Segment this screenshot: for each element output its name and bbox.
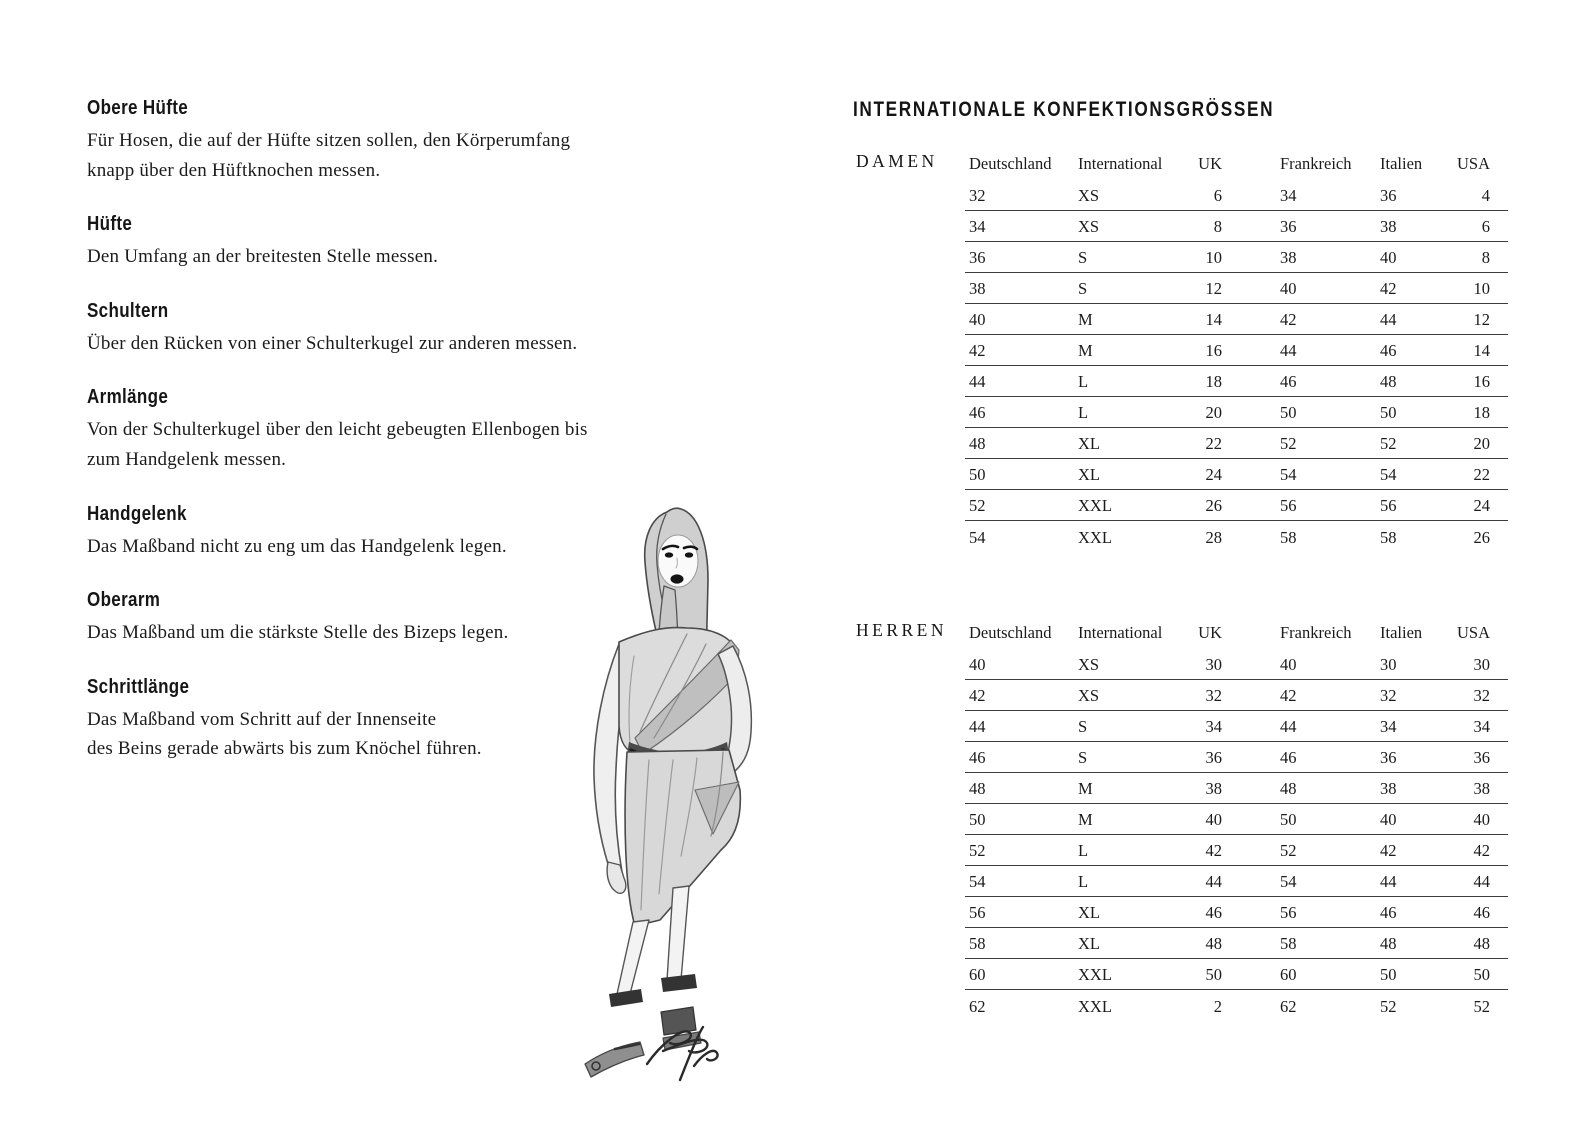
table-cell: 34: [1380, 717, 1397, 736]
table-row: [965, 742, 1508, 773]
table-cell: 6: [1213, 186, 1222, 205]
guide-text-line: knapp über den Hüftknochen messen.: [87, 159, 381, 181]
table-cell: 24: [1473, 496, 1490, 515]
guide-text-line: des Beins gerade abwärts bis zum Knöchel führen.: [87, 738, 482, 760]
table-cell: 42: [1205, 841, 1222, 860]
table-cell: 36: [1205, 748, 1222, 767]
table-cell: 40: [969, 310, 986, 329]
table-cell: 44: [969, 717, 986, 736]
guide-heading-text: Schrittlänge: [87, 675, 190, 698]
table-row: [965, 490, 1508, 521]
fashion-figure-sketch-icon: [563, 494, 781, 1089]
table-row: [965, 366, 1508, 397]
table-cell: 48: [1205, 934, 1222, 953]
table-cell: 44: [1473, 872, 1490, 891]
table-cell: 56: [1280, 496, 1297, 515]
guide-heading: [87, 299, 647, 323]
table-row: [965, 335, 1508, 366]
guide-section-0: [87, 96, 647, 185]
table-row: [965, 273, 1508, 304]
table-cell: 6: [1481, 217, 1490, 236]
table-row: [965, 773, 1508, 804]
table-cell: 58: [1280, 528, 1297, 547]
table-cell: 46: [1280, 748, 1297, 767]
table-header-row: [965, 605, 1508, 649]
table-cell: M: [1078, 810, 1093, 829]
table-cell: 12: [1473, 310, 1490, 329]
table-cell: 14: [1473, 341, 1490, 360]
table-cell: 10: [1205, 248, 1222, 267]
table-cell: XXL: [1078, 528, 1112, 547]
table-cell: L: [1078, 872, 1089, 891]
table-cell: 20: [1473, 434, 1490, 453]
table-cell: 48: [1380, 934, 1397, 953]
table-cell: S: [1078, 748, 1088, 767]
table-cell: 4: [1481, 186, 1490, 205]
table-cell: 58: [969, 934, 986, 953]
table-cell: 50: [1380, 403, 1397, 422]
page-title: INTERNATIONALE KONFEKTIONSGRÖSSEN: [853, 98, 1275, 121]
table-row: [965, 990, 1508, 1021]
table-cell: 34: [1280, 186, 1297, 205]
table-cell: 34: [1205, 717, 1222, 736]
fashion-illustration: [563, 494, 781, 1089]
table-cell: 18: [1205, 372, 1222, 391]
table-cell: 44: [1280, 341, 1297, 360]
guide-text-line: Das Maßband nicht zu eng um das Handgelenk legen.: [87, 535, 507, 557]
table-grid: [965, 605, 1508, 1021]
table-cell: 44: [1380, 310, 1397, 329]
table-cell: 18: [1473, 403, 1490, 422]
table-cell: 52: [969, 841, 986, 860]
table-cell: S: [1078, 279, 1088, 298]
table-cell: 50: [1473, 965, 1490, 984]
table-cell: 46: [969, 748, 986, 767]
table-cell: 30: [1380, 655, 1397, 674]
table-cell: 40: [1280, 655, 1297, 674]
table-row: [965, 521, 1508, 552]
table-cell: 22: [1205, 434, 1222, 453]
table-cell: 24: [1205, 465, 1222, 484]
table-cell: 34: [1473, 717, 1490, 736]
table-cell: M: [1078, 310, 1093, 329]
table-cell: 36: [1380, 186, 1397, 205]
column-header: International: [1078, 154, 1163, 173]
guide-text-line: Für Hosen, die auf der Hüfte sitzen sollen, den Körperumfang: [87, 130, 571, 151]
table-cell: 52: [1380, 997, 1397, 1016]
table-cell: 38: [1205, 779, 1222, 798]
table-cell: 10: [1473, 279, 1490, 298]
table-cell: 46: [1473, 903, 1490, 922]
table-cell: 56: [969, 903, 986, 922]
table-row: [965, 459, 1508, 490]
table-cell: 2: [1213, 997, 1222, 1016]
guide-heading-text: Oberarm: [87, 589, 161, 612]
table-cell: 34: [969, 217, 986, 236]
table-cell: 14: [1205, 310, 1222, 329]
table-cell: 36: [1280, 217, 1297, 236]
table-row: [965, 649, 1508, 680]
guide-heading: [87, 212, 647, 236]
table-cell: 46: [1280, 372, 1297, 391]
table-row: [965, 897, 1508, 928]
guide-text-line: zum Handgelenk messen.: [87, 448, 287, 470]
table-cell: 46: [1205, 903, 1222, 922]
table-cell: 12: [1205, 279, 1222, 298]
table-cell: XS: [1078, 686, 1100, 705]
table-row: [965, 242, 1508, 273]
table-cell: 40: [1205, 810, 1222, 829]
table-cell: XL: [1078, 465, 1100, 484]
table-cell: M: [1078, 779, 1093, 798]
table-cell: 22: [1473, 465, 1490, 484]
table-row: [965, 959, 1508, 990]
guide-heading-text: Handgelenk: [87, 502, 187, 525]
table-cell: 50: [1280, 403, 1297, 422]
column-header: Italien: [1380, 623, 1423, 642]
table-cell: 44: [969, 372, 986, 391]
table-cell: 62: [1280, 997, 1297, 1016]
table-row: [965, 428, 1508, 459]
size-table-herren: [856, 605, 1511, 1021]
guide-section-1: [87, 212, 647, 272]
table-cell: 44: [1380, 872, 1397, 891]
table-cell: XXL: [1078, 965, 1112, 984]
table-cell: 40: [1380, 810, 1397, 829]
table-cell: S: [1078, 717, 1088, 736]
table-label: HERREN: [856, 620, 947, 640]
table-cell: 54: [969, 872, 986, 891]
column-header: Italien: [1380, 154, 1423, 173]
table-cell: 48: [969, 779, 986, 798]
size-table-damen: [856, 136, 1511, 552]
table-cell: 40: [1473, 810, 1490, 829]
table-cell: L: [1078, 372, 1089, 391]
table-cell: 52: [969, 496, 986, 515]
table-cell: 48: [1473, 934, 1490, 953]
table-row: [965, 866, 1508, 897]
table-cell: 50: [1205, 965, 1222, 984]
table-row: [965, 180, 1508, 211]
table-row: [965, 711, 1508, 742]
table-cell: 42: [1280, 686, 1297, 705]
table-cell: 48: [1280, 779, 1297, 798]
table-cell: 48: [1380, 372, 1397, 391]
guide-section-2: [87, 299, 647, 359]
table-cell: 26: [1205, 496, 1222, 515]
table-cell: 50: [969, 465, 986, 484]
table-cell: 50: [1380, 965, 1397, 984]
table-cell: 54: [1280, 872, 1297, 891]
guide-text-line: Von der Schulterkugel über den leicht gebeugten Ellenbogen bis: [87, 419, 588, 441]
table-cell: 16: [1473, 372, 1490, 391]
table-grid: [965, 136, 1508, 552]
table-cell: 52: [1280, 841, 1297, 860]
table-cell: 42: [1380, 279, 1397, 298]
table-cell: 8: [1481, 248, 1490, 267]
table-cell: 46: [969, 403, 986, 422]
table-cell: 42: [1473, 841, 1490, 860]
table-cell: 42: [1280, 310, 1297, 329]
table-cell: M: [1078, 341, 1093, 360]
guide-heading-text: Hüfte: [87, 213, 133, 236]
guide-text-line: Das Maßband um die stärkste Stelle des Bizeps legen.: [87, 622, 509, 644]
column-header: UK: [1198, 154, 1222, 173]
guide-section-3: [87, 385, 647, 474]
table-cell: 32: [1380, 686, 1397, 705]
table-cell: 36: [1473, 748, 1490, 767]
table-cell: 50: [969, 810, 986, 829]
table-cell: 52: [1380, 434, 1397, 453]
table-cell: 16: [1205, 341, 1222, 360]
table-cell: 40: [969, 655, 986, 674]
table-cell: 42: [969, 686, 986, 705]
column-header: USA: [1456, 154, 1490, 173]
column-header: Deutschland: [969, 154, 1052, 173]
table-cell: XL: [1078, 434, 1100, 453]
table-cell: 36: [969, 248, 986, 267]
table-cell: 48: [969, 434, 986, 453]
table-cell: XXL: [1078, 997, 1112, 1016]
column-header: Frankreich: [1280, 154, 1352, 173]
table-cell: 30: [1205, 655, 1222, 674]
table-cell: L: [1078, 403, 1089, 422]
table-row: [965, 397, 1508, 428]
table-cell: XXL: [1078, 496, 1112, 515]
table-row: [965, 211, 1508, 242]
table-cell: 54: [969, 528, 986, 547]
table-cell: 32: [969, 186, 986, 205]
table-row: [965, 680, 1508, 711]
table-cell: 56: [1280, 903, 1297, 922]
table-cell: XS: [1078, 186, 1100, 205]
table-cell: 36: [1380, 748, 1397, 767]
table-cell: XS: [1078, 655, 1100, 674]
table-cell: 40: [1280, 279, 1297, 298]
table-cell: 40: [1380, 248, 1397, 267]
table-cell: 28: [1205, 528, 1222, 547]
column-header: International: [1078, 623, 1163, 642]
table-cell: 56: [1380, 496, 1397, 515]
guide-heading: [87, 385, 647, 409]
table-row: [965, 304, 1508, 335]
table-cell: 46: [1380, 341, 1397, 360]
table-cell: 42: [969, 341, 986, 360]
table-cell: 54: [1380, 465, 1397, 484]
table-cell: 58: [1380, 528, 1397, 547]
table-cell: XS: [1078, 217, 1100, 236]
guide-text-line: Das Maßband vom Schritt auf der Innenseite: [87, 708, 437, 730]
column-header: UK: [1198, 623, 1222, 642]
guide-text-line: Über den Rücken von einer Schulterkugel zur anderen messen.: [87, 332, 578, 354]
guide-heading-text: Schultern: [87, 299, 169, 322]
table-cell: 52: [1473, 997, 1490, 1016]
table-cell: 42: [1380, 841, 1397, 860]
table-cell: 38: [1380, 779, 1397, 798]
table-cell: 54: [1280, 465, 1297, 484]
table-cell: 38: [1380, 217, 1397, 236]
table-cell: XL: [1078, 903, 1100, 922]
table-cell: 50: [1280, 810, 1297, 829]
table-cell: 60: [969, 965, 986, 984]
table-cell: 52: [1280, 434, 1297, 453]
table-cell: 20: [1205, 403, 1222, 422]
table-cell: 26: [1473, 528, 1490, 547]
table-cell: 32: [1205, 686, 1222, 705]
guide-heading-text: Obere Hüfte: [87, 97, 189, 119]
guide-heading: [87, 96, 647, 120]
column-header: Deutschland: [969, 623, 1052, 642]
column-header: USA: [1456, 623, 1490, 642]
table-cell: 46: [1380, 903, 1397, 922]
guide-text-line: Den Umfang an der breitesten Stelle messen.: [87, 246, 439, 268]
column-header: Frankreich: [1280, 623, 1352, 642]
table-cell: 8: [1213, 217, 1222, 236]
table-header-row: [965, 136, 1508, 180]
table-cell: 58: [1280, 934, 1297, 953]
table-cell: 38: [969, 279, 986, 298]
table-cell: 60: [1280, 965, 1297, 984]
table-cell: L: [1078, 841, 1089, 860]
table-label: DAMEN: [856, 151, 938, 171]
table-cell: 30: [1473, 655, 1490, 674]
table-cell: 44: [1280, 717, 1297, 736]
table-cell: 32: [1473, 686, 1490, 705]
table-cell: S: [1078, 248, 1088, 267]
table-row: [965, 835, 1508, 866]
table-cell: 44: [1205, 872, 1222, 891]
table-row: [965, 928, 1508, 959]
table-cell: 38: [1473, 779, 1490, 798]
table-cell: 38: [1280, 248, 1297, 267]
table-row: [965, 804, 1508, 835]
table-cell: 62: [969, 997, 986, 1016]
table-cell: XL: [1078, 934, 1100, 953]
guide-heading-text: Armlänge: [87, 386, 169, 409]
